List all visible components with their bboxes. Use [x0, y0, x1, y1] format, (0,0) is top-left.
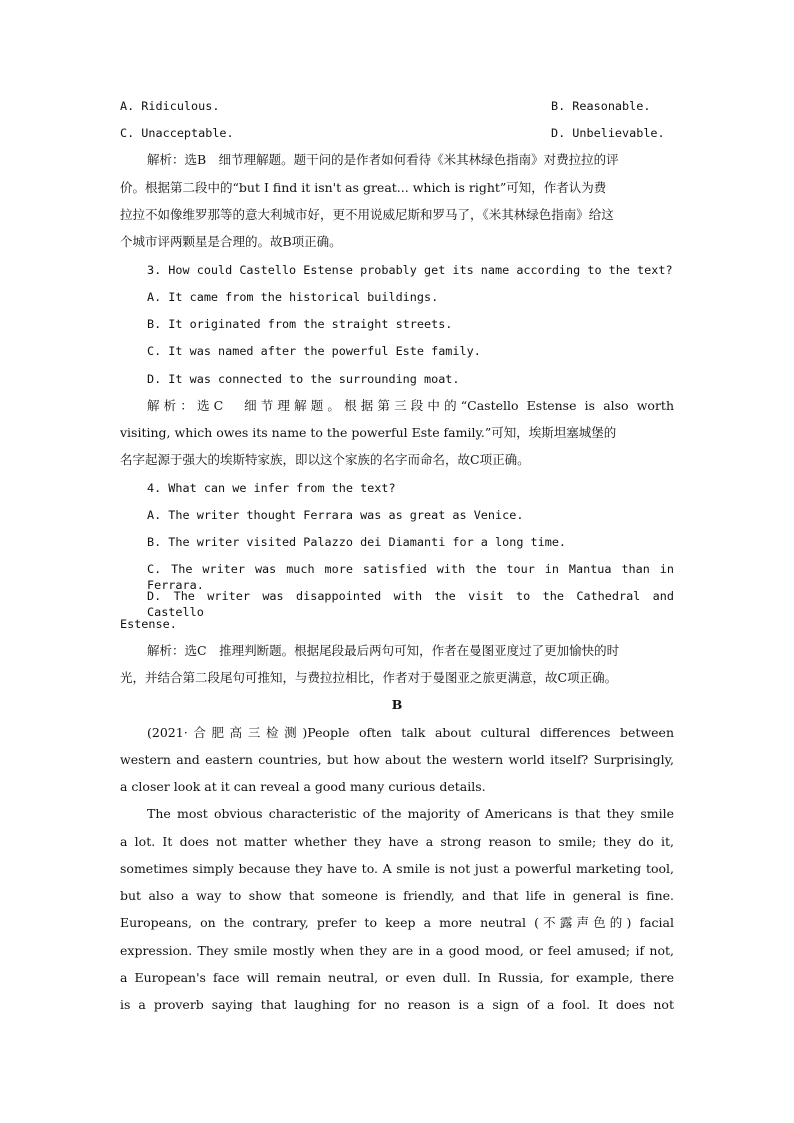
q3-option-b: B. It originated from the straight streets. — [147, 317, 453, 331]
q4-option-b: B. The writer visited Palazzo dei Diamanti for a long time. — [147, 535, 567, 549]
q4-analysis-line: 解析：选C 推理判断题。根据尾段最后两句可知，作者在曼图亚度过了更加愉快的时 — [147, 643, 620, 658]
passage-line: a lot. It does not matter whether they have a strong reason to smile; they do it, — [120, 834, 674, 849]
passage-line: Europeans, on the contrary, prefer to keep a more neutral (不露声色的) facial — [120, 915, 674, 930]
q3-analysis-line: visiting, which owes its name to the powerful Este family.”可知，埃斯坦塞城堡的 — [120, 425, 617, 440]
section-heading: B — [391, 697, 403, 712]
q4-question: 4. What can we infer from the text? — [147, 481, 396, 495]
q2-option-d: D. Unbelievable. — [551, 126, 665, 140]
q4-option-d-continued: Estense. — [120, 617, 177, 631]
passage-line: a European's face will remain neutral, or even dull. In Russia, for example, there — [120, 970, 674, 985]
passage-line: expression. They smile mostly when they are in a good mood, or feel amused; if not, — [120, 943, 674, 958]
passage-line: but also a way to show that someone is friendly, and that life in general is fine. — [120, 888, 674, 903]
passage-line: The most obvious characteristic of the majority of Americans is that they smile — [147, 806, 674, 821]
q2-option-a: A. Ridiculous. — [120, 99, 220, 113]
q3-question: 3. How could Castello Estense probably get its name according to the text? — [147, 263, 673, 277]
q3-analysis-line: 名字起源于强大的埃斯特家族，即以这个家族的名字而命名，故C项正确。 — [120, 452, 530, 467]
q2-option-row-1 — [120, 98, 674, 114]
passage-line: is a proverb saying that laughing for no reason is a sign of a fool. It does not — [120, 997, 674, 1012]
passage-line: (2021·合肥高三检测)People often talk about cultural differences between — [147, 725, 674, 740]
passage-line: sometimes simply because they have to. A smile is not just a powerful marketing tool, — [120, 861, 674, 876]
q3-option-a: A. It came from the historical buildings. — [147, 290, 439, 304]
q2-analysis-line: 拉拉不如像维罗那等的意大利城市好，更不用说威尼斯和罗马了，《米其林绿色指南》给这 — [120, 207, 614, 222]
q2-analysis-line: 价。根据第二段中的“but I find it isn't as great... which is right”可知，作者认为费 — [120, 180, 607, 195]
q4-option-a: A. The writer thought Ferrara was as great as Venice. — [147, 508, 524, 522]
q4-option-c: C. The writer was much more satisfied with the tour in Mantua than in Ferrara. — [147, 562, 674, 592]
q2-option-c: C. Unacceptable. — [120, 126, 234, 140]
passage-line: western and eastern countries, but how about the western world itself? Surprisingly, — [120, 752, 674, 767]
q2-option-b: B. Reasonable. — [551, 99, 651, 113]
q3-analysis-line: 解析：选C 细节理解题。根据第三段中的“Castello Estense is also worth — [147, 398, 674, 413]
q2-option-row-2 — [120, 125, 674, 141]
q2-analysis-line: 解析：选B 细节理解题。题干问的是作者如何看待《米其林绿色指南》对费拉拉的评 — [147, 152, 619, 167]
q3-option-c: C. It was named after the powerful Este family. — [147, 344, 481, 358]
q4-option-d: D. The writer was disappointed with the visit to the Cathedral and Castello — [147, 589, 674, 619]
q3-option-d: D. It was connected to the surrounding moat. — [147, 372, 460, 386]
q4-analysis-line: 光，并结合第二段尾句可推知，与费拉拉相比，作者对于曼图亚之旅更满意，故C项正确。 — [120, 670, 618, 685]
passage-line: a closer look at it can reveal a good many curious details. — [120, 779, 486, 794]
q2-analysis-line: 个城市评两颗星是合理的。故B项正确。 — [120, 234, 342, 249]
